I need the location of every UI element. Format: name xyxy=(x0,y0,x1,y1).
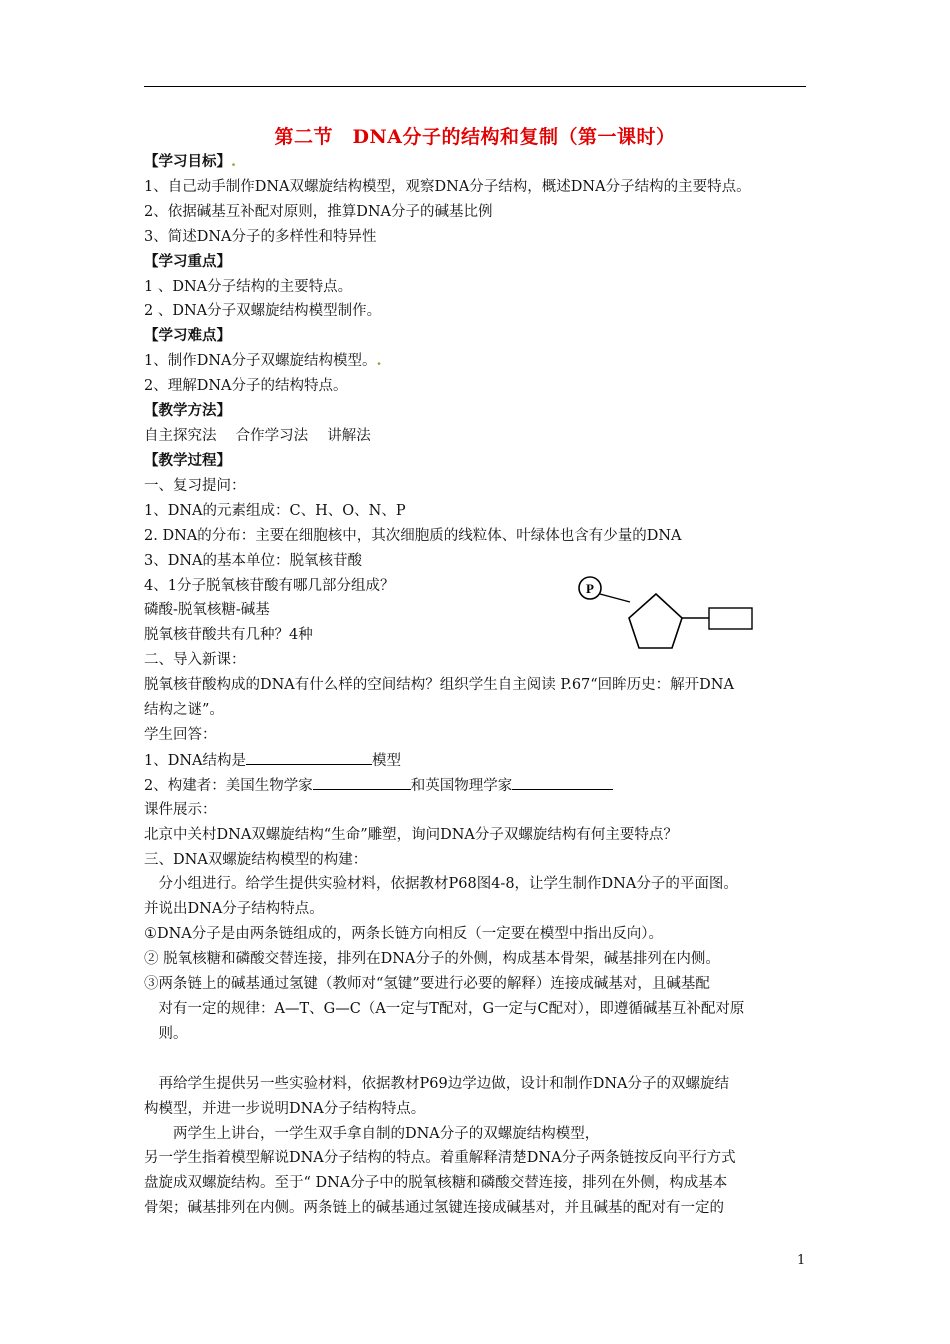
courseware-label: 课件展示： xyxy=(144,802,217,818)
build-line-1: 分小组进行。给学生提供实验材料，依据教材P68图4-8，让学生制作DNA分子的平面图。 xyxy=(144,876,738,892)
key-point-2: 2 、DNA分子双螺旋结构模型制作。 xyxy=(144,303,382,319)
page-title: 第二节 DNA分子的结构和复制（第一课时） xyxy=(274,126,676,148)
key-point-1: 1 、DNA分子结构的主要特点。 xyxy=(144,279,353,295)
feature-2: ② 脱氧核糖和磷酸交替连接，排列在DNA分子的外侧，构成基本骨架，碱基排列在内侧。 xyxy=(144,951,720,967)
review-5: 磷酸-脱氧核糖-碱基 xyxy=(144,602,270,618)
feature-1: ①DNA分子是由两条链组成的，两条长链方向相反（一定要在模型中指出反向）。 xyxy=(144,926,664,942)
fill-blank[interactable] xyxy=(313,775,411,790)
difficulty-2: 2、理解DNA分子的结构特点。 xyxy=(144,378,348,394)
answer-1: 1、DNA结构是 模型 xyxy=(144,750,401,771)
feature-3c: 则。 xyxy=(144,1026,188,1042)
objective-3: 3、简述DNA分子的多样性和特异性 xyxy=(144,229,377,245)
fill-blank[interactable] xyxy=(246,750,372,765)
difficulty-1: 1、制作DNA分子双螺旋结构模型。. xyxy=(144,352,382,369)
fill-blank[interactable] xyxy=(512,775,613,790)
feature-3a: ③两条链上的碱基通过氢键（教师对“氢键”要进行必要的解释）连接成碱基对，且碱基配 xyxy=(144,976,710,992)
review-4: 4、1分子脱氧核苷酸有哪几部分组成？ xyxy=(144,578,395,594)
methods-text: 自主探究法 合作学习法 讲解法 xyxy=(144,428,371,444)
courseware-text: 北京中关村DNA双螺旋结构“生命”雕塑，询问DNA分子双螺旋结构有何主要特点？ xyxy=(144,827,678,843)
intro-line-1: 脱氧核苷酸构成的DNA有什么样的空间结构？组织学生自主阅读 P.67“回眸历史：解开DNA xyxy=(144,677,734,693)
model-line-2: 构模型，并进一步说明DNA分子结构特点。 xyxy=(144,1101,426,1117)
review-6: 脱氧核苷酸共有几种？4种 xyxy=(144,627,313,643)
nucleotide-diagram xyxy=(574,574,759,654)
header-rule xyxy=(144,86,806,87)
phosphate-label: P xyxy=(586,581,594,596)
answer-2: 2、构建者：美国生物学家 和英国物理学家 xyxy=(144,775,613,796)
objective-1: 1、自己动手制作DNA双螺旋结构模型，观察DNA分子结构，概述DNA分子结构的主要特点。 xyxy=(144,179,751,195)
difficulties-heading: 【学习难点】 xyxy=(144,327,231,344)
mark-dot: . xyxy=(376,352,382,369)
review-heading: 一、复习提问： xyxy=(144,478,246,494)
objectives-heading: 【学习目标】. xyxy=(144,153,237,170)
student-answer-label: 学生回答： xyxy=(144,727,217,743)
model-line-1: 再给学生提供另一些实验材料，依据教材P69边学边做，设计和制作DNA分子的双螺旋结 xyxy=(144,1076,729,1092)
process-heading: 【教学过程】 xyxy=(144,452,231,469)
feature-3b: 对有一定的规律：A—T、G—C（A一定与T配对，G一定与C配对），即遵循碱基互补配对原 xyxy=(144,1001,745,1017)
intro-line-2: 结构之谜”。 xyxy=(144,702,224,718)
build-heading: 三、DNA双螺旋结构模型的构建： xyxy=(144,852,368,868)
demo-line-1: 两学生上讲台，一学生双手拿自制的DNA分子的双螺旋结构模型， xyxy=(144,1126,600,1142)
review-2: 2. DNA的分布：主要在细胞核中，其次细胞质的线粒体、叶绿体也含有少量的DNA xyxy=(144,528,682,544)
mark-dot: . xyxy=(231,153,237,170)
demo-line-4: 骨架；碱基排列在内侧。两条链上的碱基通过氢键连接成碱基对，并且碱基的配对有一定的 xyxy=(144,1200,724,1216)
deoxyribose-pentagon xyxy=(629,594,682,648)
review-1: 1、DNA的元素组成：C、H、O、N、P xyxy=(144,503,406,519)
demo-line-3: 盘旋成双螺旋结构。至于“ DNA分子中的脱氧核糖和磷酸交替连接，排列在外侧，构成基本 xyxy=(144,1175,728,1191)
phosphate-bond-line xyxy=(600,594,630,602)
objective-2: 2、依据碱基互补配对原则，推算DNA分子的碱基比例 xyxy=(144,204,493,220)
page-number: 1 xyxy=(797,1253,806,1268)
base-rectangle xyxy=(709,608,752,629)
build-line-2: 并说出DNA分子结构特点。 xyxy=(144,901,324,917)
methods-heading: 【教学方法】 xyxy=(144,402,231,419)
review-3: 3、DNA的基本单位：脱氧核苷酸 xyxy=(144,553,363,569)
key-points-heading: 【学习重点】 xyxy=(144,253,231,270)
intro-heading: 二、导入新课： xyxy=(144,652,246,668)
demo-line-2: 另一学生指着模型解说DNA分子结构的特点。着重解释清楚DNA分子两条链按反向平行方式 xyxy=(144,1150,736,1166)
